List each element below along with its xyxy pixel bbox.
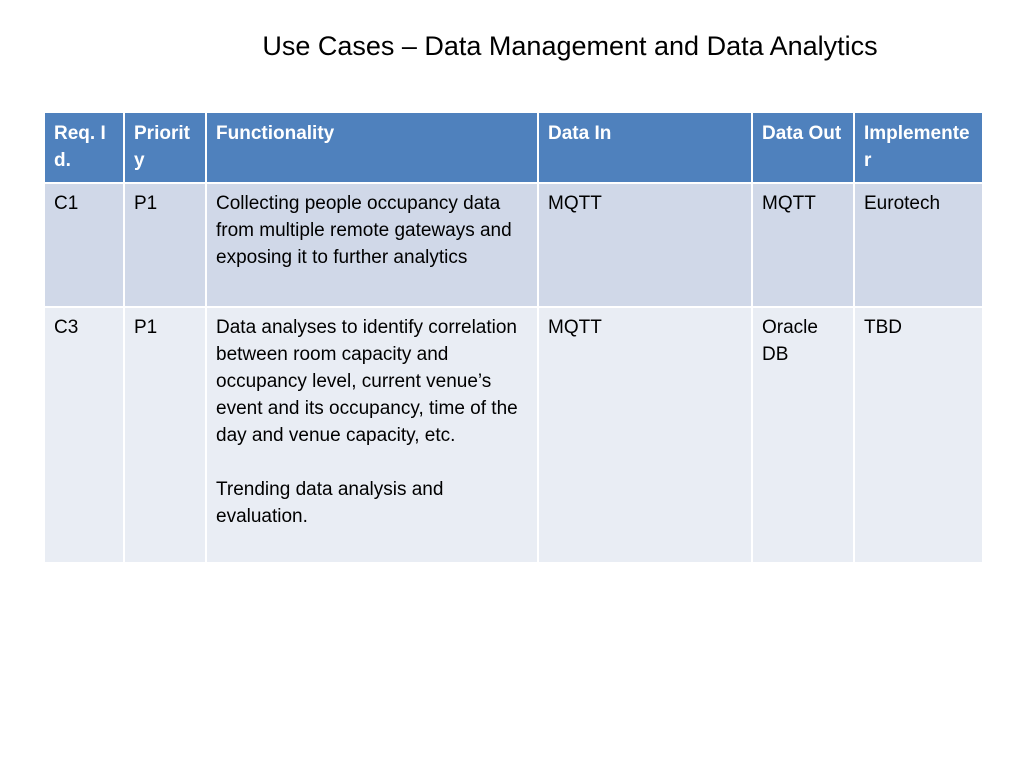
use-cases-table [43, 111, 984, 564]
functionality-text: Data analyses to identify correlation between room capacity and occupancy level, current venue’s event and its occupancy, time of the day and venue capacity, etc. [216, 317, 518, 446]
header-priority: Priority [124, 112, 206, 183]
table-row [44, 183, 983, 307]
cell-data-in: MQTT [538, 307, 752, 563]
cell-functionality [206, 307, 538, 563]
cell-priority: P1 [124, 183, 206, 307]
functionality-text: Collecting people occupancy data from multiple remote gateways and exposing it to further analytics [216, 193, 512, 268]
cell-implementer: Eurotech [854, 183, 983, 307]
header-implementer: Implementer [854, 112, 983, 183]
header-data-out: Data Out [752, 112, 854, 183]
cell-req-id: C3 [44, 307, 124, 563]
slide-title: Use Cases – Data Management and Data Analytics [262, 31, 878, 61]
cell-data-out: MQTT [752, 183, 854, 307]
cell-priority: P1 [124, 307, 206, 563]
cell-req-id: C1 [44, 183, 124, 307]
cell-data-out: Oracle DB [752, 307, 854, 563]
header-data-in: Data In [538, 112, 752, 183]
table-header-row [44, 112, 983, 183]
table-row [44, 307, 983, 563]
cell-data-in: MQTT [538, 183, 752, 307]
header-req-id: Req. Id. [44, 112, 124, 183]
functionality-text: Trending data analysis and evaluation. [216, 479, 444, 527]
cell-implementer: TBD [854, 307, 983, 563]
cell-functionality [206, 183, 538, 307]
header-functionality: Functionality [206, 112, 538, 183]
